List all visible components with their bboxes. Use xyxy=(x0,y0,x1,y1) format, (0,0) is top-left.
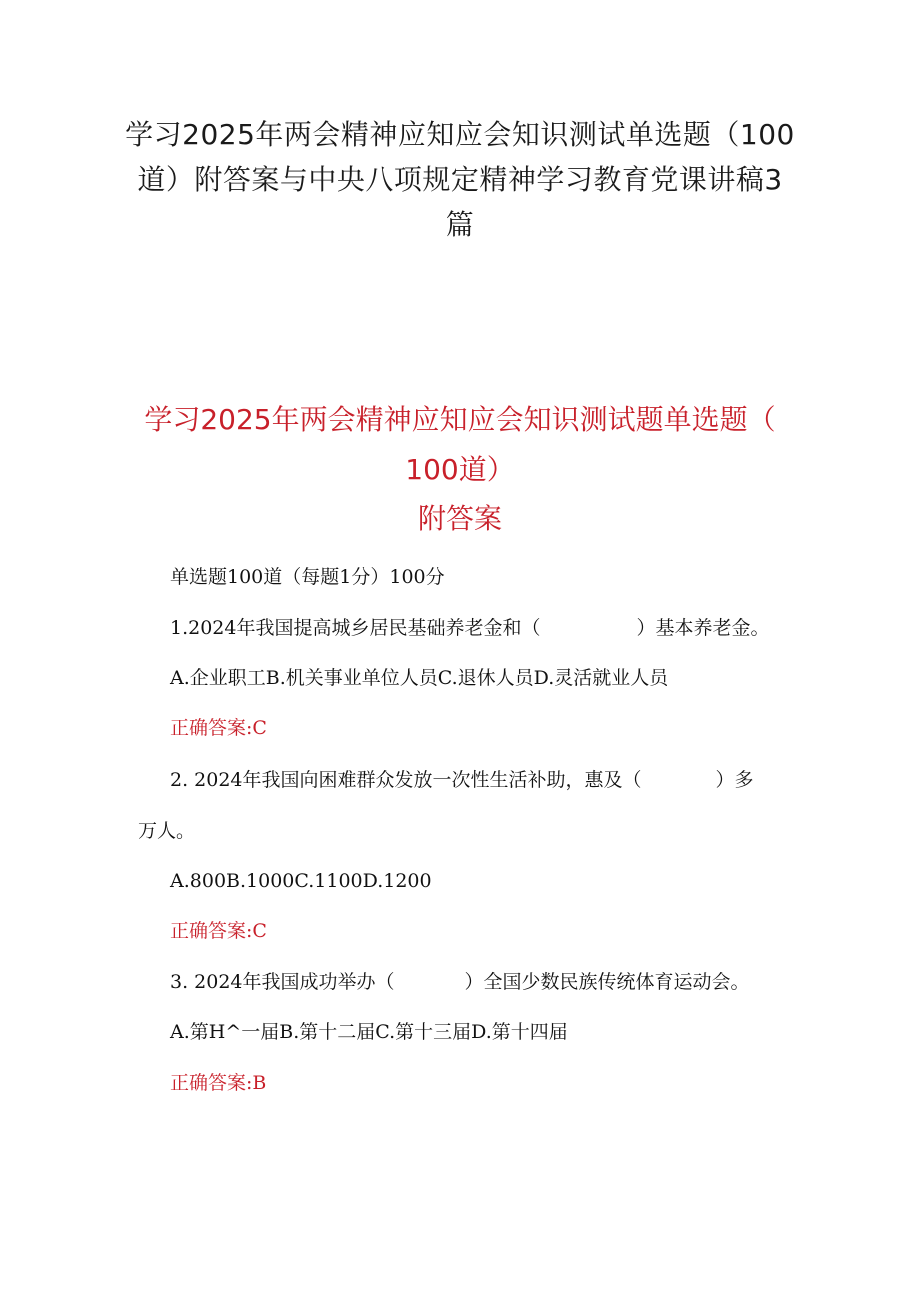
document-title xyxy=(120,112,800,247)
question-1-stem-after: ）基本养老金。 xyxy=(636,617,770,639)
question-2-stem-before: 2. 2024年我国向困难群众发放一次性生活补助，惠及（ xyxy=(170,769,642,791)
section-heading-line-3: 附答案 xyxy=(417,502,502,535)
question-3-answer: 正确答案:B xyxy=(170,1072,267,1094)
question-1-options: A.企业职工B.机关事业单位人员C.退休人员D.灵活就业人员 xyxy=(170,667,669,689)
document-title-line-3: 篇 xyxy=(445,208,475,241)
document-title-line-1: 学习2025年两会精神应知应会知识测试单选题（100 xyxy=(125,118,795,151)
question-2-options: A.800B.1000C.1100D.1200 xyxy=(170,870,432,892)
document-title-line-2: 道）附答案与中央八项规定精神学习教育党课讲稿3 xyxy=(137,163,783,196)
section-heading-line-1: 学习2025年两会精神应知应会知识测试题单选题（ xyxy=(144,403,776,436)
question-3-stem-before: 3. 2024年我国成功举办（ xyxy=(170,971,395,993)
question-3-options: A.第H^一届B.第十二届C.第十三届D.第十四届 xyxy=(170,1021,568,1043)
question-3-stem-after: ）全国少数民族传统体育运动会。 xyxy=(464,971,750,993)
section-heading-line-2: 100道） xyxy=(405,453,515,486)
question-2-stem xyxy=(170,766,754,794)
question-1-stem xyxy=(170,614,770,642)
question-2-stem-wrap: 万人。 xyxy=(138,820,196,842)
question-3-stem xyxy=(170,968,750,996)
question-2-stem-after: ）多 xyxy=(715,769,754,791)
intro-text: 单选题100道（每题1分）100分 xyxy=(170,566,445,588)
question-1-stem-before: 1.2024年我国提高城乡居民基础养老金和（ xyxy=(170,617,541,639)
question-1-answer: 正确答案:C xyxy=(170,717,267,739)
question-2-answer: 正确答案:C xyxy=(170,920,267,942)
